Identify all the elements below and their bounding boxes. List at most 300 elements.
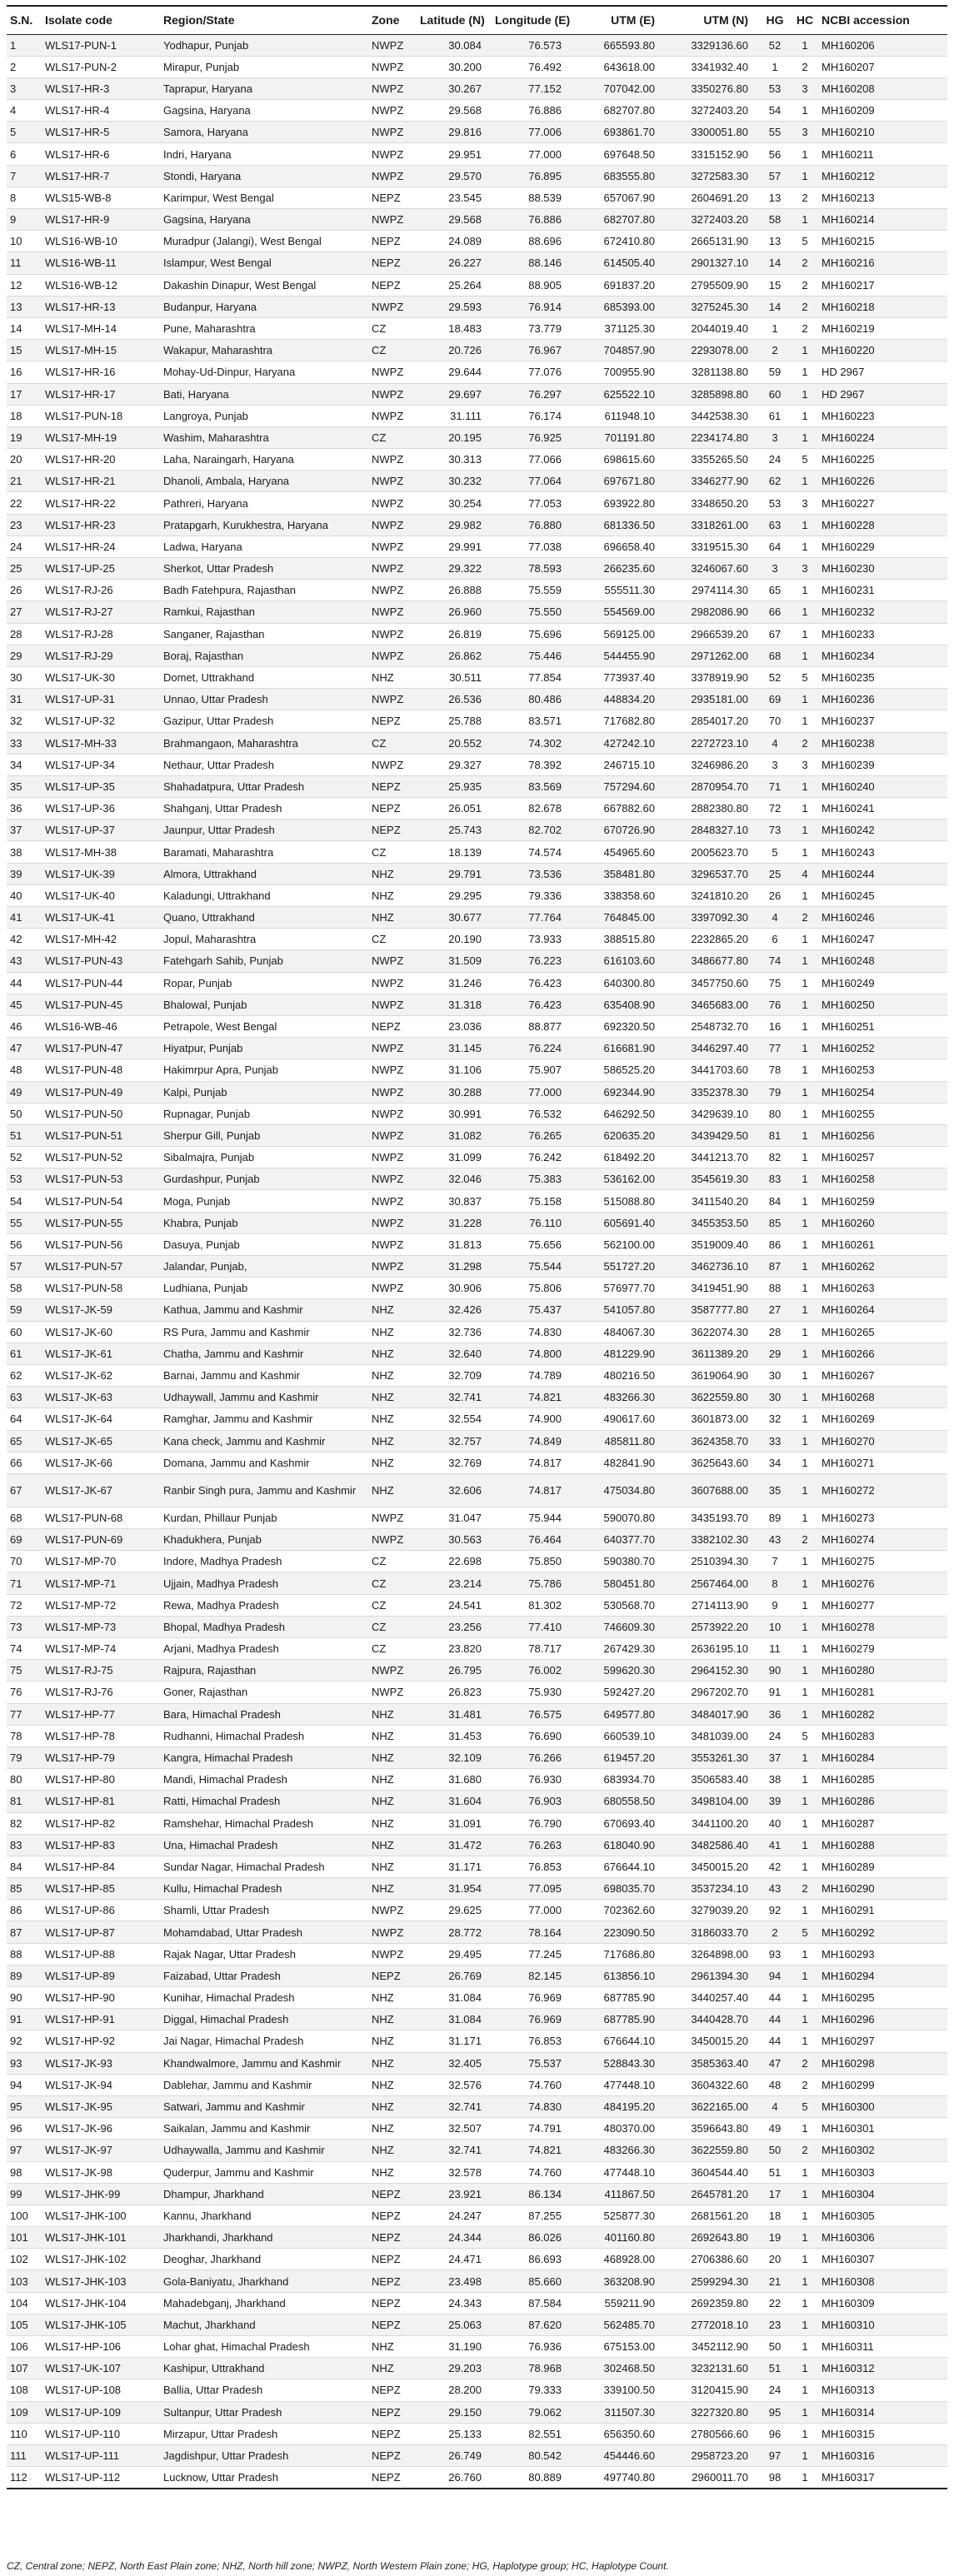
- cell-zone: NWPZ: [368, 1507, 417, 1528]
- cell-hg: 88: [758, 1278, 792, 1299]
- cell-zone: NWPZ: [368, 754, 417, 775]
- cell-hg: 97: [758, 2444, 792, 2466]
- cell-utm-e: 468928.00: [572, 2249, 665, 2270]
- cell-sn: 111: [7, 2444, 42, 2466]
- cell-zone: NHZ: [368, 666, 417, 688]
- cell-hg: 83: [758, 1168, 792, 1190]
- table-row: [7, 122, 947, 143]
- cell-isolate-code: WLS17-HP-77: [42, 1703, 160, 1725]
- cell-latitude: 26.227: [417, 252, 492, 274]
- cell-region-state: Rudhanni, Himachal Pradesh: [160, 1725, 368, 1746]
- cell-region-state: Quderpur, Jammu and Kashmir: [160, 2161, 368, 2183]
- cell-latitude: 30.267: [417, 77, 492, 99]
- cell-utm-n: 3272403.20: [665, 209, 758, 231]
- cell-utm-e: 223090.50: [572, 1921, 665, 1943]
- cell-hc: 1: [792, 798, 818, 820]
- cell-zone: NHZ: [368, 2358, 417, 2379]
- cell-isolate-code: WLS17-UP-31: [42, 689, 160, 710]
- cell-utm-n: 3355265.50: [665, 449, 758, 471]
- cell-isolate-code: WLS17-JK-62: [42, 1364, 160, 1386]
- cell-sn: 112: [7, 2467, 42, 2489]
- cell-utm-e: 515088.80: [572, 1190, 665, 1212]
- cell-longitude: 74.760: [492, 2074, 572, 2095]
- table-row: [7, 2292, 947, 2314]
- cell-ncbi-accession: MH160303: [818, 2161, 947, 2183]
- cell-hc: 1: [792, 2467, 818, 2489]
- cell-hc: 1: [792, 2118, 818, 2140]
- table-row: [7, 2161, 947, 2183]
- cell-isolate-code: WLS16-WB-12: [42, 274, 160, 296]
- cell-ncbi-accession: MH160291: [818, 1900, 947, 1921]
- cell-utm-n: 3446297.40: [665, 1038, 758, 1059]
- cell-sn: 59: [7, 1299, 42, 1321]
- cell-utm-e: 302468.50: [572, 2358, 665, 2379]
- cell-region-state: Diggal, Himachal Pradesh: [160, 2009, 368, 2030]
- cell-sn: 2: [7, 56, 42, 77]
- cell-ncbi-accession: MH160266: [818, 1343, 947, 1364]
- cell-utm-e: 338358.60: [572, 884, 665, 906]
- cell-region-state: Ramshehar, Himachal Pradesh: [160, 1812, 368, 1834]
- cell-region-state: Rupnagar, Punjab: [160, 1103, 368, 1124]
- cell-zone: NWPZ: [368, 536, 417, 557]
- cell-hg: 51: [758, 2161, 792, 2183]
- cell-sn: 100: [7, 2205, 42, 2226]
- cell-isolate-code: WLS17-JHK-102: [42, 2249, 160, 2270]
- cell-ncbi-accession: MH160262: [818, 1256, 947, 1278]
- table-row: [7, 2009, 947, 2030]
- cell-hg: 74: [758, 950, 792, 972]
- cell-latitude: 32.554: [417, 1408, 492, 1430]
- cell-utm-e: 590070.80: [572, 1507, 665, 1528]
- cell-hg: 16: [758, 1015, 792, 1037]
- table-row: [7, 2379, 947, 2401]
- cell-utm-e: 693922.80: [572, 492, 665, 514]
- cell-zone: NWPZ: [368, 383, 417, 405]
- cell-utm-e: 685393.00: [572, 296, 665, 317]
- cell-utm-n: 2645781.20: [665, 2183, 758, 2205]
- table-row: [7, 775, 947, 797]
- cell-hg: 13: [758, 187, 792, 208]
- cell-hc: 1: [792, 2358, 818, 2379]
- cell-utm-e: 670693.40: [572, 1812, 665, 1834]
- cell-sn: 72: [7, 1594, 42, 1616]
- cell-region-state: Kunihar, Himachal Pradesh: [160, 1987, 368, 2009]
- cell-region-state: Arjani, Madhya Pradesh: [160, 1638, 368, 1660]
- cell-hg: 54: [758, 100, 792, 122]
- cell-utm-e: 649577.80: [572, 1703, 665, 1725]
- cell-sn: 21: [7, 471, 42, 492]
- cell-utm-n: 3378919.90: [665, 666, 758, 688]
- cell-hg: 14: [758, 252, 792, 274]
- cell-ncbi-accession: MH160215: [818, 231, 947, 252]
- cell-ncbi-accession: MH160270: [818, 1430, 947, 1452]
- table-row: [7, 1529, 947, 1551]
- cell-ncbi-accession: MH160276: [818, 1572, 947, 1594]
- cell-isolate-code: WLS17-PUN-58: [42, 1278, 160, 1299]
- cell-ncbi-accession: MH160210: [818, 122, 947, 143]
- cell-latitude: 20.190: [417, 929, 492, 950]
- cell-hc: 1: [792, 1256, 818, 1278]
- cell-longitude: 74.849: [492, 1430, 572, 1452]
- cell-ncbi-accession: MH160252: [818, 1038, 947, 1059]
- cell-ncbi-accession: MH160304: [818, 2183, 947, 2205]
- cell-latitude: 24.471: [417, 2249, 492, 2270]
- cell-longitude: 79.333: [492, 2379, 572, 2401]
- cell-region-state: Khadukhera, Punjab: [160, 1529, 368, 1551]
- cell-longitude: 86.026: [492, 2227, 572, 2249]
- cell-utm-e: 388515.80: [572, 929, 665, 950]
- cell-zone: NEPZ: [368, 2249, 417, 2270]
- cell-region-state: Rajak Nagar, Uttar Pradesh: [160, 1943, 368, 1965]
- cell-longitude: 76.110: [492, 1212, 572, 1233]
- cell-region-state: Khandwalmore, Jammu and Kashmir: [160, 2052, 368, 2074]
- table-row: [7, 100, 947, 122]
- cell-zone: NWPZ: [368, 34, 417, 56]
- cell-utm-e: 483266.30: [572, 2140, 665, 2161]
- table-row: [7, 1321, 947, 1343]
- cell-zone: NEPZ: [368, 775, 417, 797]
- cell-isolate-code: WLS17-PUN-53: [42, 1168, 160, 1190]
- cell-longitude: 76.297: [492, 383, 572, 405]
- cell-isolate-code: WLS17-JK-65: [42, 1430, 160, 1452]
- cell-hg: 63: [758, 514, 792, 536]
- cell-region-state: Ramkui, Rajasthan: [160, 601, 368, 623]
- cell-region-state: Mohamdabad, Uttar Pradesh: [160, 1921, 368, 1943]
- cell-utm-n: 3585363.40: [665, 2052, 758, 2074]
- cell-ncbi-accession: MH160253: [818, 1059, 947, 1081]
- cell-region-state: Una, Himachal Pradesh: [160, 1834, 368, 1856]
- cell-latitude: 31.091: [417, 1812, 492, 1834]
- table-row: [7, 2227, 947, 2249]
- cell-longitude: 76.464: [492, 1529, 572, 1551]
- cell-ncbi-accession: MH160231: [818, 580, 947, 601]
- cell-utm-e: 691837.20: [572, 274, 665, 296]
- cell-isolate-code: WLS16-WB-10: [42, 231, 160, 252]
- table-row: [7, 2074, 947, 2095]
- cell-hc: 1: [792, 1834, 818, 1856]
- cell-utm-e: 530568.70: [572, 1594, 665, 1616]
- cell-isolate-code: WLS17-JK-97: [42, 2140, 160, 2161]
- cell-hg: 3: [758, 426, 792, 448]
- cell-isolate-code: WLS17-HP-106: [42, 2336, 160, 2358]
- cell-hg: 10: [758, 1616, 792, 1637]
- cell-sn: 47: [7, 1038, 42, 1059]
- cell-ncbi-accession: MH160269: [818, 1408, 947, 1430]
- cell-utm-e: 448834.20: [572, 689, 665, 710]
- cell-hc: 2: [792, 1878, 818, 1900]
- cell-ncbi-accession: MH160271: [818, 1452, 947, 1473]
- cell-ncbi-accession: MH160261: [818, 1233, 947, 1255]
- cell-region-state: Budanpur, Haryana: [160, 296, 368, 317]
- cell-hg: 78: [758, 1059, 792, 1081]
- cell-hc: 1: [792, 601, 818, 623]
- table-row: [7, 2336, 947, 2358]
- cell-utm-e: 681336.50: [572, 514, 665, 536]
- cell-region-state: Indri, Haryana: [160, 143, 368, 165]
- cell-ncbi-accession: MH160228: [818, 514, 947, 536]
- cell-latitude: 20.726: [417, 340, 492, 361]
- cell-latitude: 31.680: [417, 1769, 492, 1791]
- cell-ncbi-accession: MH160302: [818, 2140, 947, 2161]
- isolate-table: [7, 5, 947, 2489]
- cell-isolate-code: WLS17-HR-23: [42, 514, 160, 536]
- cell-utm-n: 2870954.70: [665, 775, 758, 797]
- cell-ncbi-accession: MH160272: [818, 1473, 947, 1507]
- cell-longitude: 75.544: [492, 1256, 572, 1278]
- table-row: [7, 863, 947, 884]
- cell-zone: NEPZ: [368, 1965, 417, 1986]
- cell-isolate-code: WLS17-UK-39: [42, 863, 160, 884]
- cell-ncbi-accession: MH160279: [818, 1638, 947, 1660]
- cell-utm-n: 2510394.30: [665, 1551, 758, 1572]
- cell-utm-n: 3241810.20: [665, 884, 758, 906]
- cell-latitude: 32.757: [417, 1430, 492, 1452]
- cell-hg: 50: [758, 2336, 792, 2358]
- cell-sn: 46: [7, 1015, 42, 1037]
- cell-hg: 37: [758, 1746, 792, 1768]
- cell-utm-e: 541057.80: [572, 1299, 665, 1321]
- cell-utm-n: 2272723.10: [665, 732, 758, 754]
- cell-sn: 103: [7, 2270, 42, 2292]
- cell-hg: 72: [758, 798, 792, 820]
- cell-latitude: 30.677: [417, 907, 492, 929]
- cell-isolate-code: WLS17-PUN-2: [42, 56, 160, 77]
- cell-hc: 2: [792, 274, 818, 296]
- cell-ncbi-accession: HD 2967: [818, 361, 947, 383]
- header-hg: HG: [758, 6, 792, 34]
- cell-zone: NHZ: [368, 1834, 417, 1856]
- cell-ncbi-accession: MH160218: [818, 296, 947, 317]
- cell-latitude: 23.820: [417, 1638, 492, 1660]
- cell-ncbi-accession: MH160313: [818, 2379, 947, 2401]
- cell-ncbi-accession: MH160309: [818, 2292, 947, 2314]
- cell-longitude: 77.006: [492, 122, 572, 143]
- cell-zone: NEPZ: [368, 231, 417, 252]
- cell-sn: 32: [7, 710, 42, 732]
- cell-ncbi-accession: MH160242: [818, 820, 947, 841]
- cell-latitude: 31.084: [417, 1987, 492, 2009]
- cell-longitude: 77.095: [492, 1878, 572, 1900]
- cell-sn: 98: [7, 2161, 42, 2183]
- cell-hc: 5: [792, 2095, 818, 2117]
- cell-hg: 61: [758, 405, 792, 426]
- table-row: [7, 1124, 947, 1146]
- cell-isolate-code: WLS17-RJ-75: [42, 1660, 160, 1682]
- cell-latitude: 32.741: [417, 2140, 492, 2161]
- table-row: [7, 2249, 947, 2270]
- cell-utm-n: 3300051.80: [665, 122, 758, 143]
- table-row: [7, 449, 947, 471]
- table-row: [7, 1682, 947, 1703]
- cell-isolate-code: WLS17-PUN-18: [42, 405, 160, 426]
- cell-latitude: 31.298: [417, 1256, 492, 1278]
- cell-utm-e: 618040.90: [572, 1834, 665, 1856]
- cell-hc: 1: [792, 1233, 818, 1255]
- cell-ncbi-accession: MH160267: [818, 1364, 947, 1386]
- table-row: [7, 2118, 947, 2140]
- cell-region-state: Bhalowal, Punjab: [160, 994, 368, 1015]
- cell-ncbi-accession: MH160239: [818, 754, 947, 775]
- cell-utm-e: 717682.80: [572, 710, 665, 732]
- cell-utm-n: 3352378.30: [665, 1081, 758, 1103]
- cell-utm-e: 683555.80: [572, 165, 665, 187]
- cell-isolate-code: WLS17-HR-17: [42, 383, 160, 405]
- cell-longitude: 79.336: [492, 884, 572, 906]
- cell-hc: 1: [792, 100, 818, 122]
- cell-hg: 19: [758, 2227, 792, 2249]
- table-row: [7, 754, 947, 775]
- header-zone: Zone: [368, 6, 417, 34]
- table-row: [7, 1943, 947, 1965]
- cell-utm-n: 3624358.70: [665, 1430, 758, 1452]
- cell-utm-e: 643618.00: [572, 56, 665, 77]
- cell-zone: CZ: [368, 1616, 417, 1637]
- table-row: [7, 2467, 947, 2489]
- cell-hc: 2: [792, 2074, 818, 2095]
- cell-zone: NWPZ: [368, 405, 417, 426]
- table-row: [7, 1168, 947, 1190]
- cell-sn: 92: [7, 2030, 42, 2052]
- cell-latitude: 25.935: [417, 775, 492, 797]
- cell-zone: NHZ: [368, 1856, 417, 1877]
- cell-region-state: Washim, Maharashtra: [160, 426, 368, 448]
- cell-hg: 2: [758, 340, 792, 361]
- cell-hg: 13: [758, 231, 792, 252]
- cell-utm-e: 528843.30: [572, 2052, 665, 2074]
- cell-isolate-code: WLS17-RJ-28: [42, 623, 160, 645]
- cell-sn: 105: [7, 2314, 42, 2335]
- cell-ncbi-accession: MH160237: [818, 710, 947, 732]
- cell-region-state: Sanganer, Rajasthan: [160, 623, 368, 645]
- cell-latitude: 20.552: [417, 732, 492, 754]
- cell-longitude: 76.223: [492, 950, 572, 972]
- cell-region-state: Petrapole, West Bengal: [160, 1015, 368, 1037]
- table-row: [7, 1703, 947, 1725]
- cell-hg: 92: [758, 1900, 792, 1921]
- cell-utm-n: 3450015.20: [665, 2030, 758, 2052]
- cell-region-state: Jagdishpur, Uttar Pradesh: [160, 2444, 368, 2466]
- cell-zone: NWPZ: [368, 471, 417, 492]
- cell-hg: 58: [758, 209, 792, 231]
- cell-hc: 1: [792, 514, 818, 536]
- cell-latitude: 29.593: [417, 296, 492, 317]
- cell-sn: 78: [7, 1725, 42, 1746]
- cell-utm-e: 616681.90: [572, 1038, 665, 1059]
- cell-latitude: 31.190: [417, 2336, 492, 2358]
- cell-utm-e: 611948.10: [572, 405, 665, 426]
- cell-ncbi-accession: MH160245: [818, 884, 947, 906]
- cell-isolate-code: WLS17-HR-3: [42, 77, 160, 99]
- cell-region-state: Shamli, Uttar Pradesh: [160, 1900, 368, 1921]
- cell-isolate-code: WLS17-JK-93: [42, 2052, 160, 2074]
- cell-region-state: Boraj, Rajasthan: [160, 645, 368, 666]
- cell-isolate-code: WLS17-JK-64: [42, 1408, 160, 1430]
- cell-utm-n: 2964152.30: [665, 1660, 758, 1682]
- cell-ncbi-accession: MH160236: [818, 689, 947, 710]
- cell-isolate-code: WLS17-UP-34: [42, 754, 160, 775]
- cell-hc: 5: [792, 666, 818, 688]
- cell-sn: 18: [7, 405, 42, 426]
- cell-utm-n: 3441703.60: [665, 1059, 758, 1081]
- cell-ncbi-accession: MH160259: [818, 1190, 947, 1212]
- cell-ncbi-accession: MH160238: [818, 732, 947, 754]
- cell-sn: 81: [7, 1791, 42, 1812]
- cell-ncbi-accession: MH160229: [818, 536, 947, 557]
- cell-utm-n: 3601873.00: [665, 1408, 758, 1430]
- cell-region-state: Dasuya, Punjab: [160, 1233, 368, 1255]
- cell-utm-e: 484067.30: [572, 1321, 665, 1343]
- cell-hg: 4: [758, 732, 792, 754]
- cell-zone: NHZ: [368, 1703, 417, 1725]
- cell-region-state: Muradpur (Jalangi), West Bengal: [160, 231, 368, 252]
- cell-zone: NWPZ: [368, 1233, 417, 1255]
- cell-utm-e: 675153.00: [572, 2336, 665, 2358]
- cell-sn: 7: [7, 165, 42, 187]
- cell-latitude: 30.511: [417, 666, 492, 688]
- cell-longitude: 88.905: [492, 274, 572, 296]
- cell-hc: 1: [792, 2336, 818, 2358]
- cell-isolate-code: WLS17-PUN-69: [42, 1529, 160, 1551]
- cell-utm-e: 682707.80: [572, 100, 665, 122]
- table-row: [7, 2183, 947, 2205]
- cell-latitude: 30.991: [417, 1103, 492, 1124]
- cell-hg: 51: [758, 2358, 792, 2379]
- cell-latitude: 30.906: [417, 1278, 492, 1299]
- cell-hg: 38: [758, 1769, 792, 1791]
- cell-latitude: 26.823: [417, 1682, 492, 1703]
- cell-isolate-code: WLS17-MP-71: [42, 1572, 160, 1594]
- cell-utm-e: 484195.20: [572, 2095, 665, 2117]
- cell-sn: 73: [7, 1616, 42, 1637]
- cell-longitude: 76.967: [492, 340, 572, 361]
- cell-sn: 66: [7, 1452, 42, 1473]
- cell-longitude: 76.224: [492, 1038, 572, 1059]
- cell-isolate-code: WLS17-RJ-76: [42, 1682, 160, 1703]
- cell-hg: 9: [758, 1594, 792, 1616]
- cell-zone: NEPZ: [368, 2270, 417, 2292]
- table-row: [7, 1147, 947, 1168]
- cell-region-state: Dakashin Dinapur, West Bengal: [160, 274, 368, 296]
- cell-latitude: 26.749: [417, 2444, 492, 2466]
- cell-region-state: Chatha, Jammu and Kashmir: [160, 1343, 368, 1364]
- cell-utm-n: 3604544.40: [665, 2161, 758, 2183]
- cell-longitude: 76.423: [492, 994, 572, 1015]
- cell-zone: NHZ: [368, 1299, 417, 1321]
- cell-latitude: 25.788: [417, 710, 492, 732]
- cell-ncbi-accession: MH160224: [818, 426, 947, 448]
- cell-isolate-code: WLS17-UP-35: [42, 775, 160, 797]
- cell-latitude: 31.954: [417, 1878, 492, 1900]
- table-row: [7, 732, 947, 754]
- cell-ncbi-accession: MH160240: [818, 775, 947, 797]
- cell-hg: 30: [758, 1387, 792, 1408]
- cell-zone: NEPZ: [368, 2227, 417, 2249]
- cell-hc: 2: [792, 2140, 818, 2161]
- cell-region-state: Sherpur Gill, Punjab: [160, 1124, 368, 1146]
- cell-latitude: 29.570: [417, 165, 492, 187]
- cell-hc: 1: [792, 1791, 818, 1812]
- cell-zone: NHZ: [368, 863, 417, 884]
- cell-zone: NWPZ: [368, 1943, 417, 1965]
- cell-isolate-code: WLS17-HP-83: [42, 1834, 160, 1856]
- cell-utm-n: 3315152.90: [665, 143, 758, 165]
- cell-longitude: 74.760: [492, 2161, 572, 2183]
- cell-isolate-code: WLS17-MH-15: [42, 340, 160, 361]
- cell-ncbi-accession: MH160281: [818, 1682, 947, 1703]
- cell-utm-e: 599620.30: [572, 1660, 665, 1682]
- table-row: [7, 252, 947, 274]
- cell-longitude: 74.900: [492, 1408, 572, 1430]
